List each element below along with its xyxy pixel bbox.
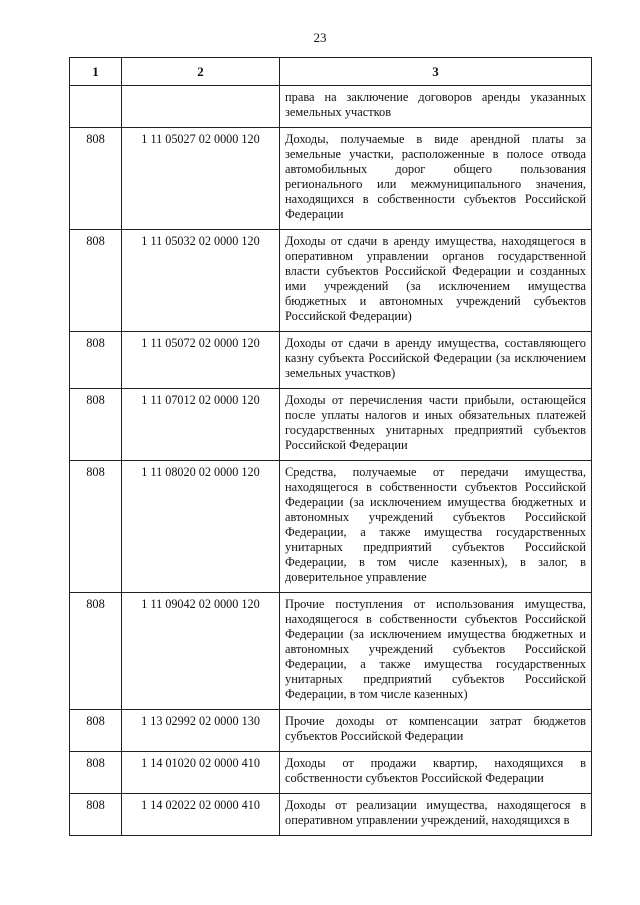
table-row-continuation: [70, 86, 592, 128]
table-row: [70, 593, 592, 710]
description-cell: Средства, получаемые от передачи имущества, находящегося в собственности субъектов Российской Федерации (за исключением имущества бюджетных и автономных учреждений субъектов Российской Федерации, а также имущества государственных унитарных предприятий субъектов Российской Федерации, в том числе казенных), в залог, в доверительное управление: [280, 461, 592, 593]
description-cell: Доходы, получаемые в виде арендной платы за земельные участки, расположенные в полосе отвода автомобильных дорог общего пользования регионального или межмуниципального значения, находящихся в собственности субъектов Российской Федерации: [280, 128, 592, 230]
description-cell: Доходы от продажи квартир, находящихся в собственности субъектов Российской Федерации: [280, 752, 592, 794]
description-cell: Прочие доходы от компенсации затрат бюджетов субъектов Российской Федерации: [280, 710, 592, 752]
table-row: [70, 752, 592, 794]
description-cell: права на заключение договоров аренды указанных земельных участков: [280, 86, 592, 128]
admin-cell: 808: [70, 461, 122, 593]
table-row: [70, 710, 592, 752]
code-cell: 1 11 05027 02 0000 120: [122, 128, 280, 230]
admin-cell: 808: [70, 230, 122, 332]
description-cell: Доходы от сдачи в аренду имущества, находящегося в оперативном управлении органов государственной власти субъектов Российской Федерации и созданных ими учреждений (за исключением имущества бюджетных и автономных учреждений субъектов Российской Федерации): [280, 230, 592, 332]
admin-cell: 808: [70, 332, 122, 389]
code-cell: 1 11 05032 02 0000 120: [122, 230, 280, 332]
code-cell: 1 14 01020 02 0000 410: [122, 752, 280, 794]
column-header-3: 3: [280, 58, 592, 86]
table-row: [70, 128, 592, 230]
revenue-codes-table: [69, 57, 592, 836]
table-row: [70, 461, 592, 593]
code-cell: [122, 86, 280, 128]
table-row: [70, 230, 592, 332]
page-number: 23: [313, 30, 327, 45]
description-cell: Доходы от сдачи в аренду имущества, составляющего казну субъекта Российской Федерации (за исключением земельных участков): [280, 332, 592, 389]
admin-cell: 808: [70, 710, 122, 752]
admin-cell: 808: [70, 389, 122, 461]
admin-cell: 808: [70, 593, 122, 710]
description-cell: Доходы от реализации имущества, находящегося в оперативном управлении учреждений, находящихся в: [280, 794, 592, 836]
description-cell: Доходы от перечисления части прибыли, остающейся после уплаты налогов и иных обязательных платежей государственных унитарных предприятий субъектов Российской Федерации: [280, 389, 592, 461]
admin-cell: 808: [70, 794, 122, 836]
code-cell: 1 11 07012 02 0000 120: [122, 389, 280, 461]
code-cell: 1 11 09042 02 0000 120: [122, 593, 280, 710]
column-header-1: 1: [70, 58, 122, 86]
table-row: [70, 332, 592, 389]
admin-cell: 808: [70, 752, 122, 794]
code-cell: 1 11 08020 02 0000 120: [122, 461, 280, 593]
code-cell: 1 11 05072 02 0000 120: [122, 332, 280, 389]
table-row: [70, 794, 592, 836]
table-row: [70, 389, 592, 461]
description-cell: Прочие поступления от использования имущества, находящегося в собственности субъектов Российской Федерации (за исключением имущества бюджетных и автономных учреждений субъектов Российской Федерации, а также имущества государственных унитарных предприятий субъектов Российской Федерации, в том числе казенных): [280, 593, 592, 710]
admin-cell: 808: [70, 128, 122, 230]
admin-cell: [70, 86, 122, 128]
code-cell: 1 13 02992 02 0000 130: [122, 710, 280, 752]
table-header-row: [70, 58, 592, 86]
code-cell: 1 14 02022 02 0000 410: [122, 794, 280, 836]
column-header-2: 2: [122, 58, 280, 86]
